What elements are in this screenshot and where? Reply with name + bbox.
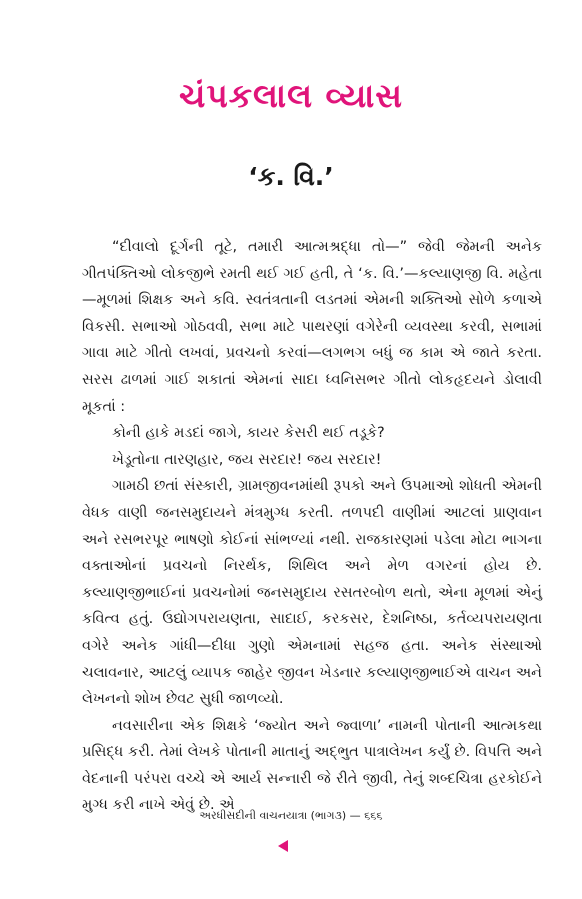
paragraph: “દીવાલો દૂર્ગની તૂટે, તમારી આત્મશ્રદ્ધા તો—” જેવી જેમની અનેક ગીતપંક્તિઓ લોકજીભે રમતી થઈ ગઈ હતી, તે ‘ક. વિ.’—કલ્યાણજી વિ. મહેતા—મૂળમાં શિક્ષક અને કવિ. સ્વતંત્રતાની લડતમાં એમની શક્તિઓ સોળે કળાએ વિકસી. સભાઓ ગોઠવવી, સભા માટે પાથરણાં વગેરેની વ્યવસ્થા કરવી, સભામાં ગાવા માટે ગીતો લખવાં, પ્રવચનો કરવાં—લગભગ બધું જ કામ એ જાતે કરતા. સરસ ઢાળમાં ગાઈ શકાતાં એમનાં સાદા ધ્વનિસભર ગીતો લોકહૃદયને ડોલાવી મૂકતાં : xyxy=(82,239,542,415)
page-title: ચંપકલાલ વ્યાસ xyxy=(178,76,404,115)
body-text xyxy=(82,234,542,819)
verse-line: કોની હાકે મડદાં જાગે, કાયર કેસરી થઈ તડૂકે? xyxy=(112,425,385,442)
page-footer: અરધીસદીની વાચનયાત્રા (ભાગ૩) — ૬૬૬ xyxy=(199,809,383,822)
page-subtitle: ‘ક. વિ.’ xyxy=(248,162,334,191)
verse-line: ખેડૂતોના તારણહાર, જય સરદાર! જય સરદાર! xyxy=(112,451,382,468)
paragraph: ગામઠી છતાં સંસ્કારી, ગ્રામજીવનમાંથી રૂપકો અને ઉપમાઓ શોધતી એમની વેધક વાણી જનસમુદાયને મંત્રમુગ્ધ કરતી. તળપદી વાણીમાં આટલાં પ્રાણવાન અને રસભરપૂર ભાષણો કોઈનાં સાંભળ્યાં નથી. રાજકારણમાં પડેલા મોટા ભાગના વક્તાઓનાં પ્રવચનો નિરર્થક, શિથિલ અને મેળ વગરનાં હોય છે. કલ્યાણજીભાઈનાં પ્રવચનોમાં જનસમુદાય રસતરબોળ થતો, એના મૂળમાં એનું કવિત્વ હતું. ઉદ્યોગપરાયણતા, સાદાઈ, કરકસર, દેશનિષ્ઠા, કર્તવ્યપરાયણતા વગેરે અનેક ગાંધી—દીધા ગુણો એમનામાં સહજ હતા. અનેક સંસ્થાઓ ચલાવનાર, આટલું વ્યાપક જાહેર જીવન ખેડનાર કલ્યાણજીભાઈએ વાચન અને લેખનનો શોખ છેવટ સુધી જાળવ્યો. xyxy=(82,478,542,708)
paragraph: નવસારીના એક શિક્ષકે ‘જ્યોત અને જ્વાળા’ નામની પોતાની આત્મકથા પ્રસિદ્ધ કરી. તેમાં લેખકે પોતાની માતાનું અદ્ભુત પાત્રાલેખન કર્યું છે. વિપત્તિ અને વેદનાની પરંપરા વચ્ચે એ આર્ય સન્નારી જે રીતે જીવી, તેનું શબ્દચિત્રા હરકોઈને મુગ્ધ કરી નાખે એવું છે. એ xyxy=(82,717,542,814)
left-triangle-icon xyxy=(278,840,288,852)
